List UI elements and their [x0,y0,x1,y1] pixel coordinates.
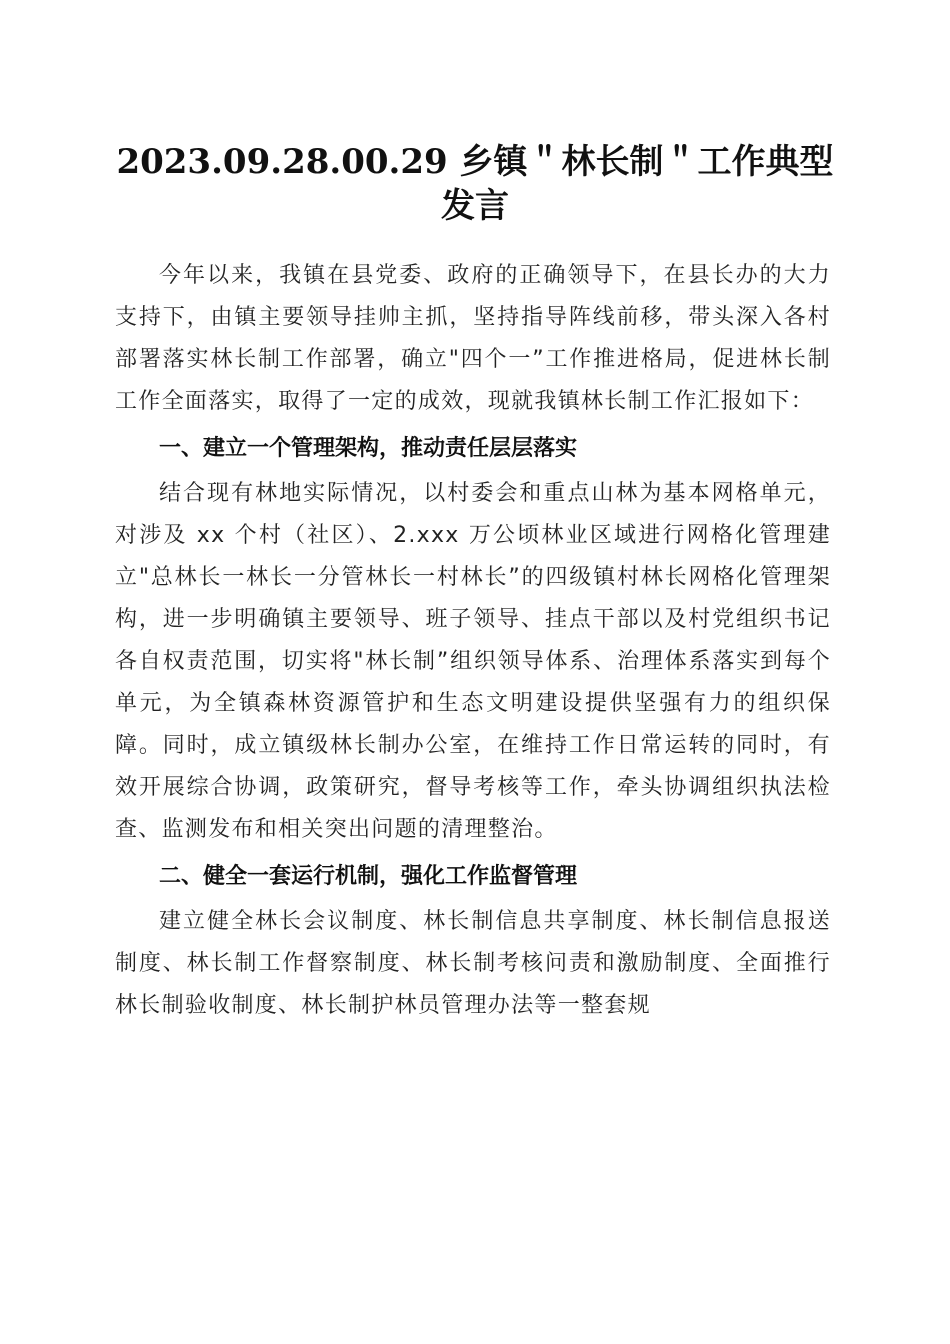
intro-paragraph: 今年以来，我镇在县党委、政府的正确领导下，在县长办的大力支持下，由镇主要领导挂帅主抓，坚持指导阵线前移，带头深入各村部署落实林长制工作部署，确立"四个一”工作推进格局，促进林长制工作全面落实，取得了一定的成效，现就我镇林长制工作汇报如下： [115,263,831,414]
section-1-paragraph: 结合现有林地实际情况，以村委会和重点山林为基本网格单元，对涉及 xx 个村（社区）、2.xxx 万公顷林业区域进行网格化管理建立"总林长一林长一分管林长一村林长”的四级镇村林长网格化管理架构，进一步明确镇主要领导、班子领导、挂点干部以及村党组织书记各自权责范围，切实将"林长制”组织领导体系、治理体系落实到每个单元，为全镇森林资源管护和生态文明建设提供坚强有力的组织保障。同时，成立镇级林长制办公室，在维持工作日常运转的同时，有效开展综合协调，政策研究，督导考核等工作，牵头协调组织执法检查、监测发布和相关突出问题的清理整治。 [115,481,831,842]
section-2-paragraph: 建立健全林长会议制度、林长制信息共享制度、林长制信息报送制度、林长制工作督察制度、林长制考核问责和激励制度、全面推行林长制验收制度、林长制护林员管理办法等一整套规 [115,909,831,1018]
document-title: 2023.09.28.00.29 乡镇＂林长制＂工作典型发言 [116,142,834,226]
section-2-heading: 二、健全一套运行机制，强化工作监督管理 [159,864,578,889]
document-body [115,255,831,1027]
section-1-heading: 一、建立一个管理架构，推动责任层层落实 [159,436,578,461]
